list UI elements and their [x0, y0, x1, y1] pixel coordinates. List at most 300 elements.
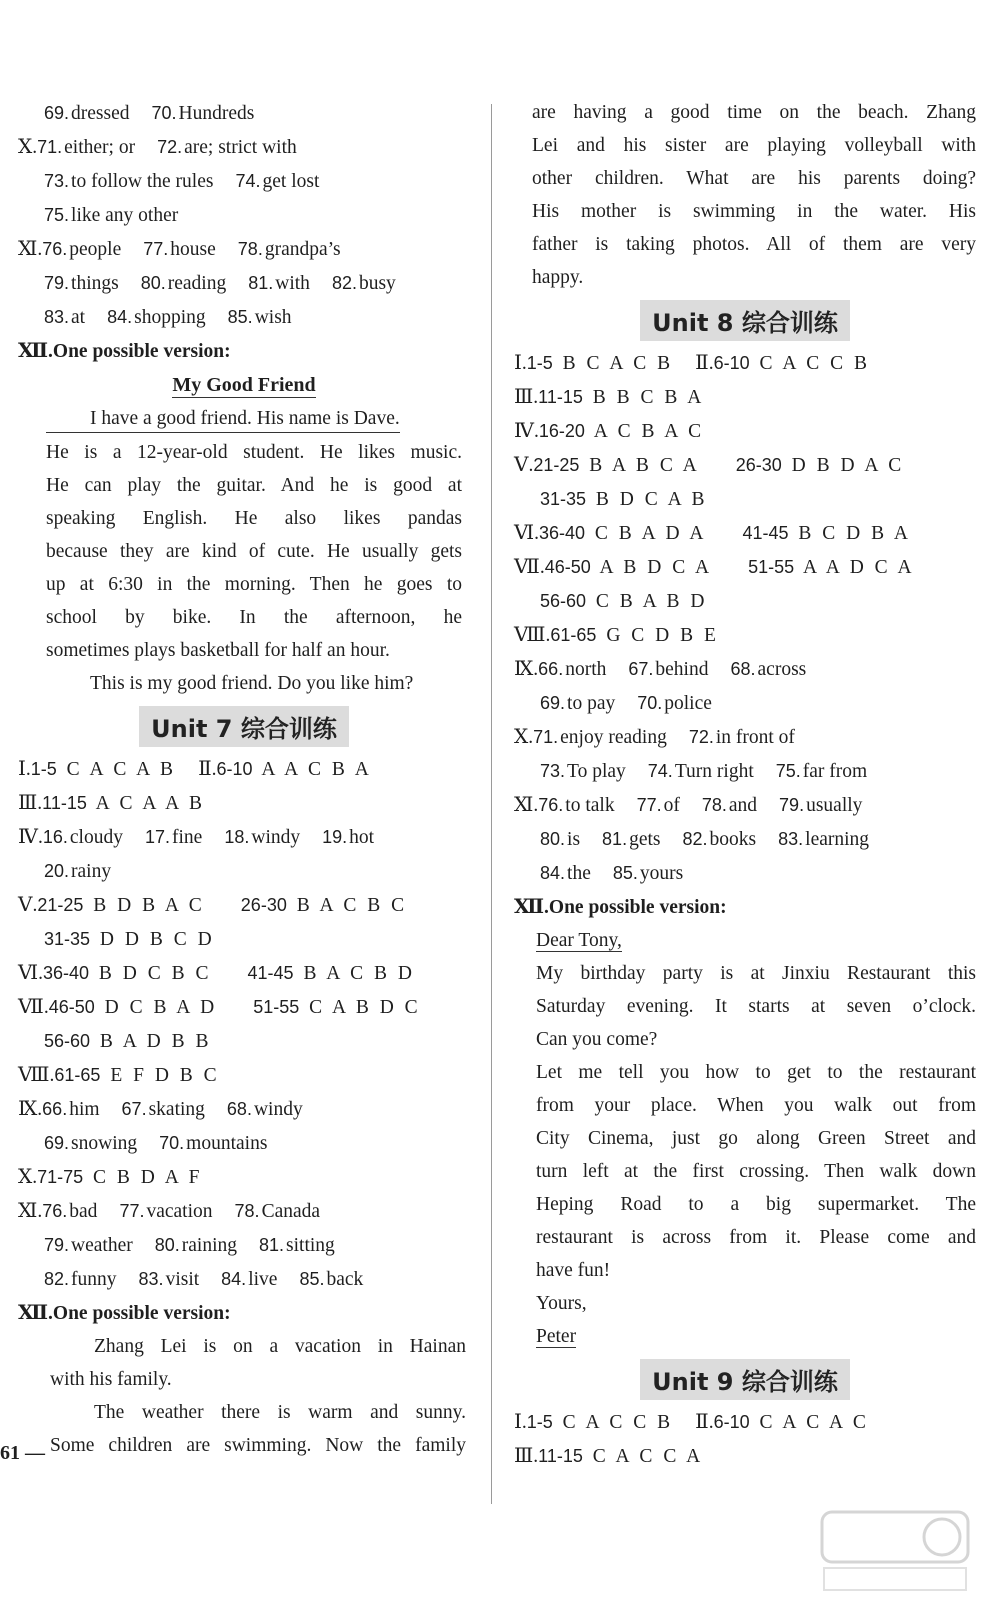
choice-group [545, 557, 712, 578]
item-text: fine [172, 827, 203, 848]
section-number: Ⅹ [514, 726, 529, 748]
version-label: One possible version: [52, 1303, 231, 1324]
text-line: City Cinema, just go along Green Street and [536, 1128, 976, 1149]
item-number: 79. [779, 795, 805, 815]
answer-line [18, 1296, 470, 1330]
choice-group [538, 1446, 703, 1467]
item-number: 70. [151, 103, 177, 123]
range-number: 31-35 [44, 929, 91, 949]
answer-line [18, 1058, 470, 1092]
column-divider [491, 104, 492, 1504]
text-line: happy. [532, 267, 584, 288]
item-text: visit [165, 1269, 200, 1290]
item-text: To play [567, 761, 626, 782]
answer-item [221, 1269, 277, 1290]
section-number: Ⅱ [695, 1411, 709, 1433]
item-number: 81. [602, 829, 628, 849]
answer-line [514, 754, 976, 788]
range-number: 41-45 [742, 523, 789, 543]
choice-group [539, 421, 704, 442]
answer-line [18, 164, 470, 198]
answer-item [238, 239, 341, 260]
answer-item [155, 1235, 237, 1256]
item-text: busy [358, 273, 396, 294]
item-number: 66. [42, 1099, 68, 1119]
choice-answers: C B A B D [588, 591, 708, 612]
choice-answers: A A C B A [254, 759, 372, 780]
range-number: 51-55 [253, 997, 300, 1017]
answer-item [683, 829, 757, 850]
answer-line [514, 618, 976, 652]
answer-line [18, 752, 470, 786]
answer-item [332, 273, 396, 294]
answer-line [18, 786, 470, 820]
choice-group [44, 929, 215, 950]
text-line: This is my good friend. Do you like him? [90, 673, 414, 694]
answer-item [248, 273, 310, 294]
dot: . [533, 795, 539, 816]
item-number: 70. [159, 1133, 185, 1153]
answer-line [18, 990, 470, 1024]
item-text: and [728, 795, 758, 816]
choice-group [539, 523, 706, 544]
item-text: yours [639, 863, 684, 884]
dot: . [534, 523, 539, 544]
item-number: 73. [540, 761, 566, 781]
item-text: grandpa’s [264, 239, 341, 260]
range-number: 1-5 [526, 1412, 553, 1432]
answer-item [42, 1201, 97, 1222]
choice-group [527, 353, 673, 374]
item-number: 78. [701, 795, 727, 815]
item-number: 17. [144, 827, 170, 847]
range-number: 21-25 [533, 455, 580, 475]
answer-line [514, 1439, 976, 1473]
answer-item [227, 1099, 303, 1120]
answer-item [235, 171, 319, 192]
item-text: to talk [565, 795, 615, 816]
item-number: 72. [688, 727, 714, 747]
item-number: 72. [157, 137, 183, 157]
item-text: raining [181, 1235, 238, 1256]
range-number: 26-30 [735, 455, 782, 475]
item-text: to follow the rules [71, 171, 214, 192]
choice-group [714, 1412, 869, 1433]
answer-item [259, 1235, 335, 1256]
answer-line [514, 720, 976, 754]
section-number: Ⅹ [18, 1166, 33, 1188]
text-line: restaurant is across from it. Please come and [536, 1227, 976, 1248]
range-number: 21-25 [37, 895, 84, 915]
item-text: house [170, 239, 216, 260]
answer-line [514, 448, 976, 482]
answer-line [18, 820, 470, 854]
text-line: have fun! [536, 1260, 611, 1281]
answer-item [44, 273, 119, 294]
item-text: vacation [146, 1201, 213, 1222]
item-text: sitting [286, 1235, 335, 1256]
text-line: He is a 12-year-old student. He likes music. [46, 442, 462, 463]
item-text: live [248, 1269, 278, 1290]
answer-item [139, 1269, 200, 1290]
item-text: is [567, 829, 581, 850]
item-text: rainy [71, 861, 112, 882]
item-number: 84. [540, 863, 566, 883]
item-number: 69. [540, 693, 566, 713]
text-line: I have a good friend. His name is Dave. [46, 402, 400, 433]
answer-item [228, 307, 292, 328]
item-number: 77. [119, 1201, 145, 1221]
item-text: police [664, 693, 712, 714]
item-number: 70. [637, 693, 663, 713]
choice-answers: B C D B A [790, 523, 911, 544]
choice-answers: C A B D C [301, 997, 421, 1018]
unit-7-title: Unit 7 综合训练 [139, 706, 349, 747]
dot: . [25, 759, 31, 780]
item-text: weather [71, 1235, 133, 1256]
choice-answers: B D C A B [588, 489, 708, 510]
range-number: 56-60 [540, 591, 587, 611]
item-number: 66. [538, 659, 564, 679]
choice-answers: B A D B B [92, 1031, 212, 1052]
answer-line [18, 198, 470, 232]
answer-item [157, 137, 297, 158]
answer-line: Ⅻ.One possible version: [18, 340, 231, 362]
answer-item [628, 659, 708, 680]
item-text: the [567, 863, 591, 884]
choice-answers: D C B A D [96, 997, 218, 1018]
section-number: Ⅺ [514, 794, 534, 816]
text-line: Can you come? [536, 1029, 658, 1050]
text-line: sometimes plays basketball for half an hour. [46, 640, 390, 661]
text-line: from your place. When you walk out from [536, 1095, 976, 1116]
section-number: Ⅷ [18, 1064, 50, 1086]
dot: . [545, 625, 551, 646]
text-line: Saturday evening. It starts at seven o’clock. [536, 996, 976, 1017]
answer-item [122, 1099, 205, 1120]
item-number: 20. [44, 861, 70, 881]
answer-line [18, 1126, 470, 1160]
choice-answers: C A C A C [751, 1412, 869, 1433]
choice-group [533, 455, 699, 476]
choice-group [37, 1167, 202, 1188]
section-number: Ⅻ [18, 1302, 49, 1324]
item-number: 85. [612, 863, 638, 883]
item-number: 67. [121, 1099, 147, 1119]
section-number: Ⅶ [514, 556, 540, 578]
choice-answers: A C A A B [88, 793, 206, 814]
item-number: 83. [778, 829, 804, 849]
answer-item [540, 829, 580, 850]
answer-item [119, 1201, 212, 1222]
range-number: 1-5 [30, 759, 57, 779]
answer-item [602, 829, 660, 850]
answer-item [540, 761, 626, 782]
choice-group [748, 557, 914, 578]
item-text: usually [806, 795, 863, 816]
dot: . [37, 827, 43, 848]
answer-item [540, 863, 591, 884]
item-number: 74. [235, 171, 261, 191]
section-number: Ⅺ [18, 238, 38, 260]
choice-answers: A B D C A [592, 557, 713, 578]
text-line: are having a good time on the beach. Zhang [532, 102, 976, 123]
range-number: 16-20 [538, 421, 585, 441]
choice-answers: B D C B C [91, 963, 212, 984]
salutation-text: Dear Tony, [536, 930, 622, 951]
answer-item [613, 863, 683, 884]
answer-line [514, 1405, 976, 1439]
answer-item [44, 1133, 137, 1154]
signature-text: Peter [536, 1326, 577, 1347]
section-number: Ⅴ [514, 454, 529, 476]
item-number: 16. [42, 827, 68, 847]
choice-group [538, 387, 704, 408]
item-number: 77. [636, 795, 662, 815]
choice-answers: B A C B C [288, 895, 408, 916]
item-number: 80. [140, 273, 166, 293]
answer-line [18, 300, 470, 334]
range-number: 61-65 [550, 625, 597, 645]
dot: . [539, 557, 545, 578]
choice-group [49, 997, 218, 1018]
item-text: behind [655, 659, 709, 680]
answer-line [514, 482, 976, 516]
answer-item [159, 1133, 267, 1154]
unit-9-heading [514, 1353, 976, 1405]
range-number: 11-15 [538, 387, 583, 407]
section-number: Ⅵ [18, 962, 39, 984]
item-text: at [71, 307, 86, 328]
choice-group [550, 625, 719, 646]
text-line: with his family. [50, 1369, 172, 1390]
unit-8-title: Unit 8 综合训练 [640, 300, 850, 341]
item-text: are; strict with [184, 137, 297, 158]
answer-item [145, 827, 202, 848]
answer-item [776, 761, 867, 782]
answer-line [18, 1092, 470, 1126]
unit-7-heading [18, 700, 470, 752]
letter-signature [536, 1320, 976, 1353]
section-number: Ⅷ [514, 624, 546, 646]
text-line: up at 6:30 in the morning. Then he goes to [46, 574, 462, 595]
answer-item [637, 693, 712, 714]
answer-item [44, 1235, 133, 1256]
item-text: get lost [262, 171, 320, 192]
range-number: 6-10 [713, 353, 750, 373]
range-number: 6-10 [713, 1412, 750, 1432]
text-line: My birthday party is at Jinxiu Restaurant this [536, 963, 976, 984]
choice-answers: C B A D A [587, 523, 707, 544]
answer-item [778, 829, 869, 850]
answer-line [514, 516, 976, 550]
item-text: cloudy [69, 827, 123, 848]
answer-item [143, 239, 216, 260]
answer-line [18, 854, 470, 888]
item-text: learning [805, 829, 870, 850]
item-number: 69. [44, 1133, 70, 1153]
item-number: 85. [227, 307, 253, 327]
item-number: 79. [44, 1235, 70, 1255]
item-text: like any other [71, 205, 179, 226]
item-number: 78. [237, 239, 263, 259]
text-line: His mother is swimming in the water. His [532, 201, 976, 222]
answer-line [18, 922, 470, 956]
answer-item [44, 205, 178, 226]
answer-line [18, 1262, 470, 1296]
item-number: 68. [730, 659, 756, 679]
choice-group [253, 997, 420, 1018]
answer-item [43, 827, 123, 848]
item-text: Hundreds [178, 103, 255, 124]
choice-answers: C B D A F [85, 1167, 203, 1188]
section-number: Ⅵ [514, 522, 535, 544]
item-text: him [69, 1099, 100, 1120]
answer-line [18, 266, 470, 300]
choice-answers: C A C C A [584, 1446, 704, 1467]
dot: . [37, 793, 43, 814]
dot: . [48, 1303, 53, 1324]
item-text: hot [349, 827, 375, 848]
answer-line [514, 788, 976, 822]
section-number: Ⅳ [18, 826, 38, 848]
answer-item [702, 795, 757, 816]
range-number: 1-5 [526, 353, 553, 373]
choice-answers: E F D B C [102, 1065, 220, 1086]
answer-item [299, 1269, 363, 1290]
answer-item [538, 659, 606, 680]
text-line: turn left at the first crossing. Then walk down [536, 1161, 976, 1182]
dot: . [521, 353, 527, 374]
answer-item [533, 727, 667, 748]
section-number: Ⅺ [18, 1200, 38, 1222]
item-number: 79. [44, 273, 70, 293]
item-text: with [275, 273, 310, 294]
answer-item [637, 795, 680, 816]
item-text: windy [253, 1099, 303, 1120]
answer-line [514, 380, 976, 414]
choice-answers: C A C A B [58, 759, 177, 780]
item-text: either; or [64, 137, 136, 158]
item-text: mountains [186, 1133, 268, 1154]
item-text: skating [148, 1099, 205, 1120]
item-number: 71. [533, 727, 559, 747]
answer-line [514, 890, 976, 924]
answer-item [540, 693, 615, 714]
essay-continued [514, 96, 976, 294]
answer-line [514, 652, 976, 686]
section-number: Ⅱ [695, 352, 709, 374]
section-number: Ⅲ [514, 386, 534, 408]
item-text: books [709, 829, 757, 850]
choice-group [44, 1031, 211, 1052]
answer-line [18, 956, 470, 990]
text-line: He can play the guitar. And he is good at [46, 475, 462, 496]
item-number: 76. [42, 1201, 68, 1221]
item-number: 80. [154, 1235, 180, 1255]
section-number: Ⅴ [18, 894, 33, 916]
text-line: Some children are swimming. Now the family [50, 1435, 466, 1456]
choice-group [54, 1065, 219, 1086]
item-text: snowing [71, 1133, 138, 1154]
text-line: other children. What are his parents doing? [532, 168, 976, 189]
section-number: Ⅰ [514, 1411, 522, 1433]
text-line: father is taking photos. All of them are very [532, 234, 976, 255]
range-number: 56-60 [44, 1031, 91, 1051]
choice-answers: D D B C D [92, 929, 215, 950]
answer-item [730, 659, 806, 680]
answer-item [42, 239, 121, 260]
answer-item [224, 827, 300, 848]
item-number: 82. [682, 829, 708, 849]
dot: . [49, 1065, 55, 1086]
item-text: wish [254, 307, 292, 328]
item-text: Turn right [674, 761, 754, 782]
choice-group [714, 353, 870, 374]
item-number: 80. [540, 829, 566, 849]
answer-item [44, 307, 85, 328]
item-number: 85. [299, 1269, 325, 1289]
answer-item [107, 307, 206, 328]
dot: . [37, 1099, 43, 1120]
item-text: in front of [715, 727, 795, 748]
text-line: Heping Road to a big supermarket. The [536, 1194, 976, 1215]
dot: . [533, 421, 539, 442]
answer-item [538, 795, 614, 816]
answer-line: Ⅹ.71. either; or 72. are; strict with [18, 136, 297, 158]
item-text: to pay [567, 693, 616, 714]
dot: . [521, 1412, 527, 1433]
range-number: 46-50 [544, 557, 591, 577]
choice-group [540, 591, 707, 612]
answer-item [44, 861, 111, 882]
choice-group [742, 523, 911, 544]
item-number: 76. [538, 795, 564, 815]
choice-group [37, 895, 204, 916]
choice-answers: B A C B D [295, 963, 415, 984]
dot: . [32, 1167, 38, 1188]
section-number: Ⅰ [18, 758, 26, 780]
item-text: far from [802, 761, 868, 782]
choice-answers: A C B A C [586, 421, 705, 442]
answer-line [514, 686, 976, 720]
item-number: 18. [224, 827, 250, 847]
choice-answers: C A C C B [751, 353, 870, 374]
item-number: 81. [259, 1235, 285, 1255]
choice-answers: D B D A C [783, 455, 905, 476]
item-text: north [565, 659, 607, 680]
item-text: back [326, 1269, 364, 1290]
section-number: Ⅻ [18, 340, 49, 362]
answer-item [648, 761, 754, 782]
text-line: Zhang Lei is on a vacation in Hainan [94, 1336, 466, 1357]
section-number: Ⅱ [198, 758, 212, 780]
item-number: 81. [248, 273, 274, 293]
range-number: 11-15 [538, 1446, 583, 1466]
answer-line [18, 888, 470, 922]
answer-item [322, 827, 374, 848]
item-number: 75. [775, 761, 801, 781]
answer-item [141, 273, 227, 294]
item-number: 84. [221, 1269, 247, 1289]
answer-line [514, 584, 976, 618]
answer-item [42, 1099, 99, 1120]
text-line: school by bike. In the afternoon, he [46, 607, 462, 628]
answer-item [44, 103, 130, 124]
text-line: Let me tell you how to get to the restaurant [536, 1062, 976, 1083]
watermark-logo [820, 1510, 970, 1594]
section-number: Ⅹ [18, 136, 33, 158]
